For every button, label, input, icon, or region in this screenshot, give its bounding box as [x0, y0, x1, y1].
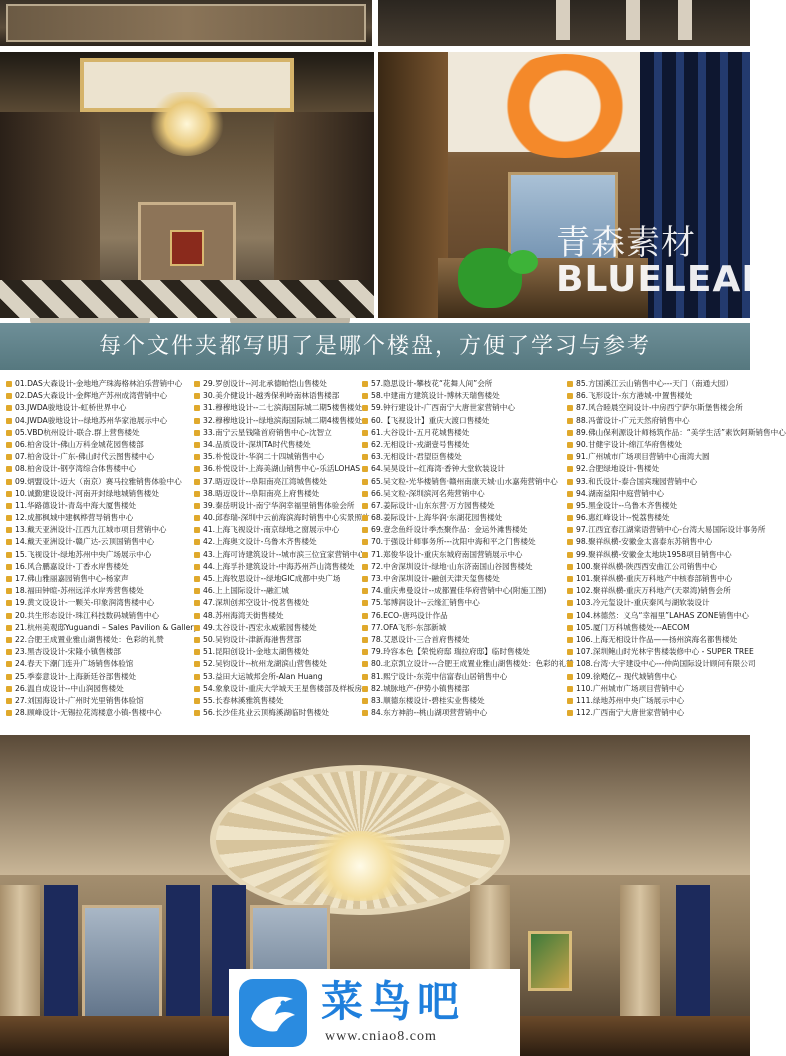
folder-item: 42.上海奥文设计-乌鲁木齐售楼处	[194, 536, 356, 548]
folder-item: 29.罗创设计--河北承德帕恺山售楼处	[194, 378, 356, 390]
folder-item: 25.季泰意设计-上海新廷谷部售楼处	[6, 671, 190, 683]
folder-item: 85.方国溪江云山销售中心---天门（南通大园）	[567, 378, 749, 390]
folder-item: 88.冯蕾设计-广元天然府销售中心	[567, 415, 749, 427]
folder-item: 81.熙宁设计-东莞中信富春山居销售中心	[362, 671, 562, 683]
folder-item: 55.长春林溪雅筑售楼处	[194, 695, 356, 707]
folder-item: 15.飞视设计-绿地苏州中央广场展示中心	[6, 549, 190, 561]
folder-item: 110.广州城市广场项目营销中心	[567, 683, 749, 695]
sun-ceiling-decor	[490, 54, 640, 158]
chandelier	[150, 92, 224, 156]
folder-item: 46.上上国际设计--融汇城	[194, 585, 356, 597]
folder-item: 13.戴天亚洲设计-江西九江城市项目营销中心	[6, 524, 190, 536]
banner-text: 每个文件夹都写明了是哪个楼盘，方便了学习与参考	[98, 334, 651, 359]
folder-item: 16.风合鹏嘉设计-丁香水岸售楼处	[6, 561, 190, 573]
bird-logo-icon	[239, 979, 307, 1047]
folder-item: 12.成都枫城中建枫桦营导销售中心	[6, 512, 190, 524]
folder-item: 109.徐飏亿-- 现代城销售中心	[567, 671, 749, 683]
living-room-photo	[0, 52, 374, 318]
folder-item: 97.江西宜春江湖棠语营销中心-台湾大易国际设计事务所	[567, 524, 749, 536]
folder-item: 20.共生形态设计-珠江科技数码城销售中心	[6, 610, 190, 622]
folder-item: 35.朴悦设计-华润二十四城销售中心	[194, 451, 356, 463]
folder-item: 32.穆穆地设计--绿地滨海国际城二期4楼售楼处	[194, 415, 356, 427]
folder-item: 07.柏舍设计-广东-佛山时代云图售楼中心	[6, 451, 190, 463]
folder-item: 104.林德然：义乌“幸福里”LAHAS ZONE销售中心	[567, 610, 749, 622]
folder-item: 23.黑杏设设计-宋隆小镇售楼部	[6, 646, 190, 658]
folder-item: 17.佛山雅丽嘉园销售中心-杨家声	[6, 573, 190, 585]
folder-item: 44.上海孚扑建筑设计-中海苏州芦山湾售楼处	[194, 561, 356, 573]
folder-item: 10.诚勤建设设计-河南开封绿地城销售楼处	[6, 488, 190, 500]
folder-item: 87.风合睦晨空间设计-中房西宁萨尔斯堡售楼会所	[567, 402, 749, 414]
folder-item: 95.黑金设计--乌鲁木齐售楼处	[567, 500, 749, 512]
folder-item: 18.福田钟暄-苏州远洋水岸秀营售楼处	[6, 585, 190, 597]
folder-item: 89.佛山保利源设计师杨筑作品：“美学生活”素饮阿斯销售中心	[567, 427, 749, 439]
folder-item: 57.隐思设计-攀枝花“花舞人间”会所	[362, 378, 562, 390]
folder-item: 68.姜际设计-上海华润·东湖花园售楼处	[362, 512, 562, 524]
folder-item: 34.品质设计-深圳TA时代售楼处	[194, 439, 356, 451]
folder-item: 69.壹念鱼纤设计季杰聚作品：金运外滩售楼处	[362, 524, 562, 536]
folder-item: 78.艾恩设计-三合首府售楼处	[362, 634, 562, 646]
painting	[528, 931, 572, 991]
folder-list	[0, 370, 786, 734]
watermark-cn: 青森素材	[556, 223, 696, 263]
logo-url: www.cniao8.com	[325, 1029, 437, 1044]
ceiling-frame	[6, 4, 366, 42]
interior-photo-top-right	[378, 0, 750, 46]
folder-item: 59.钟行建设计-广西南宁大唐世家营销中心	[362, 402, 562, 414]
folder-item: 54.象象设计-重庆大学城天王星售楼部及样板房	[194, 683, 356, 695]
folder-item: 86.飞形设计-东方港城-中置售楼处	[567, 390, 749, 402]
folder-item: 04.JWDA骏地设计--绿地苏州华家池展示中心	[6, 415, 190, 427]
folder-item: 30.美介健设计-越秀保利岭南林语售楼部	[194, 390, 356, 402]
folder-item: 05.VBD杭州设计-联合.群上营售楼处	[6, 427, 190, 439]
folder-item: 108.台湾·大宇建设中心---仲尚国际设计顾问有限公司	[567, 658, 749, 670]
light-column	[626, 0, 640, 40]
interior-photo-top-left	[0, 0, 372, 46]
folder-item: 21.杭州美观邸Yuguandi – Sales Pavilion & Gallery	[6, 622, 190, 634]
watermark	[556, 223, 767, 300]
folder-column-1	[6, 378, 198, 719]
folder-item: 75.邹博润设计--云缘汇销售中心	[362, 597, 562, 609]
folder-item: 56.长沙佳兆业云顶梅溪湖临时售楼处	[194, 707, 356, 719]
info-banner	[0, 323, 750, 370]
site-logo[interactable]	[229, 969, 520, 1056]
folder-item: 50.吴钧设计-津新海港售营部	[194, 634, 356, 646]
folder-item: 36.朴悦设计-上海美湖山销售中心-乐活LOHAS	[194, 463, 356, 475]
folder-item: 22.合肥王成置业雅山湖售楼处：色彩的礼赞	[6, 634, 190, 646]
folder-item: 99.聚祥纵横-安徽金太地块1958项目销售中心	[567, 549, 749, 561]
folder-item: 09.炳盟设计-迈大（南京）赛马拉雅销售体验中心	[6, 476, 190, 488]
folder-item: 33.南宁云星钱隆首府销售中心-沈智立	[194, 427, 356, 439]
folder-item: 27.刘国海设计-广州时光里销售体验馆	[6, 695, 190, 707]
folder-item: 47.深圳创邦空设计-悦茗售楼处	[194, 597, 356, 609]
folder-column-2	[194, 378, 370, 719]
folder-item: 103.冷元玺设计-重庆秦风与湖软装设计	[567, 597, 749, 609]
folder-item: 92.合肥绿地设计-售楼处	[567, 463, 749, 475]
light-column	[556, 0, 570, 40]
folder-item: 71.郑俊华设计-重庆东城府南国营销展示中心	[362, 549, 562, 561]
folder-item: 62.无相设计-戎湖壹号售楼处	[362, 439, 562, 451]
light-column	[678, 0, 692, 40]
folder-item: 83.顺德东楼设计-碧桂实业售楼处	[362, 695, 562, 707]
folder-item: 39.秦岳明设计-南宁华润幸福里销售体验会所	[194, 500, 356, 512]
checkered-floor	[0, 280, 374, 318]
folder-item: 52.吴钧设计--杭州龙湖滨山营售楼处	[194, 658, 356, 670]
folder-item: 26.温自成设计--中山润园售楼处	[6, 683, 190, 695]
folder-item: 28.顾峰设计-无锡拉花湾楼意小镇-售楼中心	[6, 707, 190, 719]
folder-item: 111.绿地苏州中央广场展示中心	[567, 695, 749, 707]
folder-item: 102.聚祥纵横-重庆万科地产(天翠湾)销售会所	[567, 585, 749, 597]
folder-item: 93.和氏设计-泰合国宾瑰园营销中心	[567, 476, 749, 488]
folder-item: 106.上海无相设计作品——扬州滨海名都售楼处	[567, 634, 749, 646]
green-toy-head	[508, 250, 538, 274]
folder-item: 06.柏舍设计-佛山万科金城花园售楼部	[6, 439, 190, 451]
folder-item: 65.吴文粒-光华楼销售·赣州南康天城·山水嘉苑营销中心	[362, 476, 562, 488]
folder-item: 41.上海飞视设计-南京绿地之窗展示中心	[194, 524, 356, 536]
folder-item: 80.北京凯立设计---合肥王成置业雅山湖售楼处：色彩的礼赞	[362, 658, 562, 670]
kids-room-photo	[378, 52, 767, 318]
folder-item: 45.上海牧思设计--绿地GIC成都中央广场	[194, 573, 356, 585]
folder-item: 11.华路德设计-青岛中海大厦售楼处	[6, 500, 190, 512]
folder-item: 63.无相设计-君望臣售楼处	[362, 451, 562, 463]
folder-item: 31.穆穆地设计--二七滨海国际城二期5楼售楼处	[194, 402, 356, 414]
folder-item: 72.中舍深圳设计-绿地·山东济南国山谷园售楼处	[362, 561, 562, 573]
folder-item: 105.厦门万科城售楼处---AECOM	[567, 622, 749, 634]
folder-item: 01.DAS大森设计-金地地产珠海格林泊乐营销中心	[6, 378, 190, 390]
folder-item: 14.戴天亚洲设计-赣广达-云顶国销售中心	[6, 536, 190, 548]
folder-item: 66.吴文粒-深圳滨河名苑营销中心	[362, 488, 562, 500]
folder-item: 77.OFA飞形-东部新城	[362, 622, 562, 634]
folder-item: 58.中建南方建筑设计-博林天瑞售楼处	[362, 390, 562, 402]
folder-item: 112.广西南宁大唐世家营销中心	[567, 707, 749, 719]
window	[82, 905, 162, 1025]
folder-item: 49.太谷设计-西宏永威紫园售楼处	[194, 622, 356, 634]
folder-item: 02.DAS大森设计-金辉地产苏州成湾营销中心	[6, 390, 190, 402]
folder-item: 70.于强设计师事务所---沈阳中海和平之门售楼处	[362, 536, 562, 548]
folder-item: 24.春天下潮门连升广场销售体验馆	[6, 658, 190, 670]
folder-item: 19.黄文设设计-一颗关-印象润湾售楼中心	[6, 597, 190, 609]
folder-item: 38.晤迈设计--阜阳南亮上府售楼处	[194, 488, 356, 500]
folder-item: 82.城脉地产-伊势小镇售楼部	[362, 683, 562, 695]
wall-left	[0, 112, 100, 302]
folder-item: 60.【飞视设计】重庆大渡口售楼处	[362, 415, 562, 427]
wall-right	[274, 112, 374, 302]
folder-item: 08.柏舍设计-钢亨湾综合体售楼中心	[6, 463, 190, 475]
folder-item: 61.大谷设计-五月花城售楼处	[362, 427, 562, 439]
folder-item: 90.甘健宇设计-绵江华府售楼处	[567, 439, 749, 451]
folder-item: 43.上海可诗建筑设计--城市滨三位宜家营销中心	[194, 549, 356, 561]
folder-item: 37.晤迈设计--阜阳南亮江湾城售楼处	[194, 476, 356, 488]
logo-text: 菜鸟吧	[321, 977, 466, 1026]
folder-item: 84.东方神韵--桃山湖项营营销中心	[362, 707, 562, 719]
watermark-en: BLUELEAF	[556, 259, 767, 300]
folder-item: 51.昆阳创设计-金地太湖售楼处	[194, 646, 356, 658]
folder-item: 74.重庆弗曼设计--成都置佳华府营销中心(附施工图)	[362, 585, 562, 597]
folder-item: 79.玲容本色【荣悦府邸 瑞拉府邸】临时售楼处	[362, 646, 562, 658]
folder-item: 91.广州城市广场项目营销中心南湾大圆	[567, 451, 749, 463]
folder-item: 53.益田大运城邦会所-Alan Huang	[194, 671, 356, 683]
folder-item: 73.中舍深圳设计-融创天津天玺售楼处	[362, 573, 562, 585]
folder-column-3	[362, 378, 574, 719]
folder-item: 107.深圳鲍山时光林宇售楼装修中心 - SUPER TREE	[567, 646, 749, 658]
folder-item: 40.邱春瑞-深圳中云前海滨海时销售中心实景照片	[194, 512, 356, 524]
chandelier	[300, 831, 420, 901]
folder-item: 76.ECO-唐玛设计作品	[362, 610, 562, 622]
painting	[170, 230, 204, 266]
folder-item: 03.JWDA骏地设计-虹桥世界中心	[6, 402, 190, 414]
folder-item: 96.惠红峰设计--悦荔售楼处	[567, 512, 749, 524]
folder-item: 100.聚祥纵横-陕西西安曲江公司销售中心	[567, 561, 749, 573]
folder-item: 64.吴昊设计--红海湾·香钟大堂软装设计	[362, 463, 562, 475]
folder-item: 101.聚祥纵横-重庆万科地产中核春部销售中心	[567, 573, 749, 585]
folder-item: 67.姜际设计-山东东营·万方园售楼处	[362, 500, 562, 512]
folder-item: 94.湖南益阳中庭营销中心	[567, 488, 749, 500]
folder-column-4	[567, 378, 786, 719]
folder-item: 48.苏州海湾天街售楼处	[194, 610, 356, 622]
folder-item: 98.聚祥纵横-安徽金太喜泰东苏销售中心	[567, 536, 749, 548]
